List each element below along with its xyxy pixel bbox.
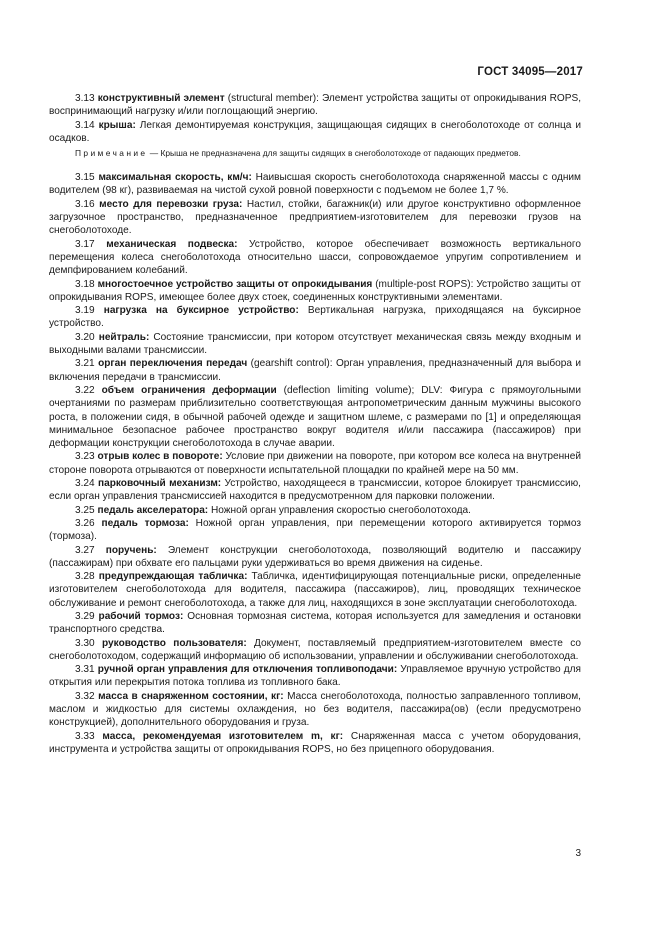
term-definition: Наивысшая скорость снегоболотохода снаряженной массы с одним водителем (98 кг), развиваемая на чистой сухой ровной поверхности с подъемом не более 1,7 %. — [49, 172, 581, 197]
term-definition: (gearshift control): Орган управления, предназначенный для выбора и включения передачи в трансмиссии. — [49, 358, 581, 383]
term-entry — [49, 637, 581, 664]
term-title: место для перевозки груза: — [99, 198, 243, 210]
term-definition: Элемент конструкции снегоболотохода, позволяющий водителю и пассажиру (пассажирам) при обхвате его пальцами руки удерживаться во время движения на сиденье. — [49, 544, 581, 569]
term-number: 3.26 — [75, 517, 95, 529]
term-title: нагрузка на буксирное устройство: — [103, 305, 299, 317]
term-entry — [49, 238, 581, 278]
page-number: 3 — [575, 848, 581, 859]
term-entry — [49, 504, 581, 517]
term-number: 3.23 — [75, 451, 95, 463]
term-title: крыша: — [98, 119, 136, 131]
term-entry — [49, 357, 581, 384]
term-title: парковочный механизм: — [98, 478, 222, 490]
term-title: объем ограничения деформации — [101, 384, 277, 396]
term-definition: Устройство, которое обеспечивает возможность вертикального перемещения колеса снегоболотохода относительно шасси, сопровождаемое упругим сопротивлением и демпфированием колебаний. — [49, 238, 581, 277]
term-entry — [49, 171, 581, 198]
term-number: 3.33 — [75, 730, 95, 742]
term-number: 3.27 — [75, 544, 95, 556]
term-entry — [49, 198, 581, 238]
term-number: 3.28 — [75, 571, 95, 583]
term-definition: Устройство, находящееся в трансмиссии, которое блокирует трансмиссию, если орган управления трансмиссией находится в предусмотренном для парковки положении. — [49, 478, 581, 503]
term-title: многостоечное устройство защиты от опрокидывания — [97, 278, 373, 290]
term-number: 3.15 — [75, 172, 95, 184]
term-definition: Состояние трансмиссии, при котором отсутствует механическая связь между входным и выходными валами трансмиссии. — [49, 331, 582, 357]
term-definition: Условие при движении на повороте, при котором все колеса на внутренней стороне поворота отрываются от поверхности испытательной площадки по крайней мере на 50 мм. — [49, 451, 581, 476]
term-entry — [49, 119, 581, 146]
term-number: 3.16 — [75, 198, 95, 210]
term-title: конструктивный элемент — [97, 93, 225, 104]
term-entry — [49, 304, 581, 331]
term-entry — [49, 92, 581, 119]
term-number: 3.25 — [75, 504, 95, 516]
note — [49, 147, 581, 159]
term-number: 3.32 — [75, 690, 95, 702]
term-title: масса, рекомендуемая изготовителем m, кг: — [102, 730, 344, 742]
term-definition: (multiple-post ROPS): Устройство защиты от опрокидывания ROPS, имеющее более двух стоек, соединенных конструктивными элементами. — [49, 278, 581, 303]
note-text: — Крыша не предназначена для защиты сидящих в снегоболотоходе от падающих предметов. — [147, 148, 521, 159]
term-definition: Табличка, идентифицирующая потенциальные риски, определенные изготовителем снегоболотохода для водителя, пассажира (пассажиров), лиц, проводящих техническое обслуживание и ремонт снегоболотохода, а также для лиц, находящихся в зоне эксплуатации снегоболотохода. — [49, 571, 581, 609]
term-definition: Снаряженная масса с учетом оборудования, инструмента и устройства защиты от опрокидывания ROPS, но без прицепного оборудования. — [49, 730, 581, 755]
term-definition: Вертикальная нагрузка, приходящаяся на буксирное устройство. — [49, 305, 581, 330]
term-entry — [49, 517, 581, 544]
term-title: максимальная скорость, км/ч: — [98, 172, 252, 184]
term-title: поручень: — [105, 544, 157, 556]
term-definition: (structural member): Элемент устройства защиты от опрокидывания ROPS, воспринимающий нагрузку и/или поглощающий энергию. — [49, 93, 582, 118]
term-definition: Документ, поставляемый предприятием-изготовителем вместе со снегоболотоходом, содержащий информацию об использовании, управлении и обслуживании снегоболотохода. — [49, 637, 581, 662]
term-number: 3.20 — [75, 331, 95, 343]
term-title: отрыв колес в повороте: — [97, 451, 223, 463]
term-definition: Настил, стойки, багажник(и) или другое конструктивно оформленное загрузочное пространство, предназначенное предприятием-изготовителем для перевозки грузов на снегоболотоходе. — [49, 198, 582, 237]
term-definition: Масса снегоболотохода, полностью заправленного топливом, маслом и жидкостью для системы охлаждения, но без водителя, пассажира(ов) (если предусмотрено конструкцией), дополнительного оборудования и груза. — [49, 690, 581, 729]
term-definition: Основная тормозная система, которая используется для замедления и остановки транспортного средства. — [49, 610, 582, 636]
term-definition: Ножной орган управления скоростью снегоболотохода. — [208, 504, 471, 516]
term-title: рабочий тормоз: — [98, 610, 184, 622]
term-number: 3.22 — [75, 384, 95, 396]
term-entry — [49, 610, 581, 637]
term-title: руководство пользователя: — [102, 637, 247, 649]
term-title: орган переключения передач — [98, 358, 248, 370]
term-title: педаль акселератора: — [97, 504, 209, 516]
term-entry — [49, 544, 581, 571]
document-number: ГОСТ 34095—2017 — [477, 66, 583, 78]
term-number: 3.13 — [75, 93, 95, 104]
term-number: 3.17 — [75, 238, 95, 250]
term-title: предупреждающая табличка: — [98, 571, 248, 583]
term-number: 3.31 — [75, 664, 95, 676]
term-title: педаль тормоза: — [101, 517, 189, 529]
term-entry — [49, 690, 581, 730]
term-title: ручной орган управления для отключения топливоподачи: — [97, 664, 398, 676]
term-number: 3.21 — [75, 358, 95, 370]
term-entry — [49, 278, 581, 305]
term-number: 3.14 — [75, 119, 95, 131]
term-entry — [49, 450, 581, 477]
term-definition: (deflection limiting volume); DLV: Фигура с прямоугольными очертаниями по размерам приблизительно соответствующая антропометрическим данным мужчины высокого роста, в положении сидя, в обычной рабочей одежде и защитном шлеме, с размерами по [1] и определяющая минимальное безопасное рабочее пространство вокруг водителя и/или пассажира (пассажиров) при деформации конструкции снегоболотохода в случае аварии. — [49, 384, 581, 450]
term-entry — [49, 477, 581, 504]
term-entry — [49, 663, 581, 690]
term-entry — [49, 331, 581, 358]
term-definition: Ножной орган управления, при перемещении которого активируется тормоз (тормоза). — [49, 517, 581, 543]
term-entry — [49, 384, 581, 450]
term-number: 3.19 — [75, 305, 95, 317]
term-title: масса в снаряженном состоянии, кг: — [98, 690, 284, 702]
term-definition: Управляемое вручную устройство для открытия или перекрытия потока топлива из топливного бака. — [49, 664, 581, 689]
term-number: 3.30 — [75, 637, 95, 649]
note-label: Примечание — [75, 148, 148, 159]
term-title: механическая подвеска: — [106, 238, 238, 250]
term-title: нейтраль: — [98, 331, 150, 343]
term-definition: Легкая демонтируемая конструкция, защищающая сидящих в снегоболотоходе от солнца и осадков. — [49, 119, 581, 144]
term-entry — [49, 570, 581, 610]
term-number: 3.18 — [75, 278, 95, 290]
term-number: 3.29 — [75, 610, 95, 622]
term-number: 3.24 — [75, 478, 95, 490]
term-entry — [49, 730, 581, 757]
terms-list — [49, 92, 581, 756]
